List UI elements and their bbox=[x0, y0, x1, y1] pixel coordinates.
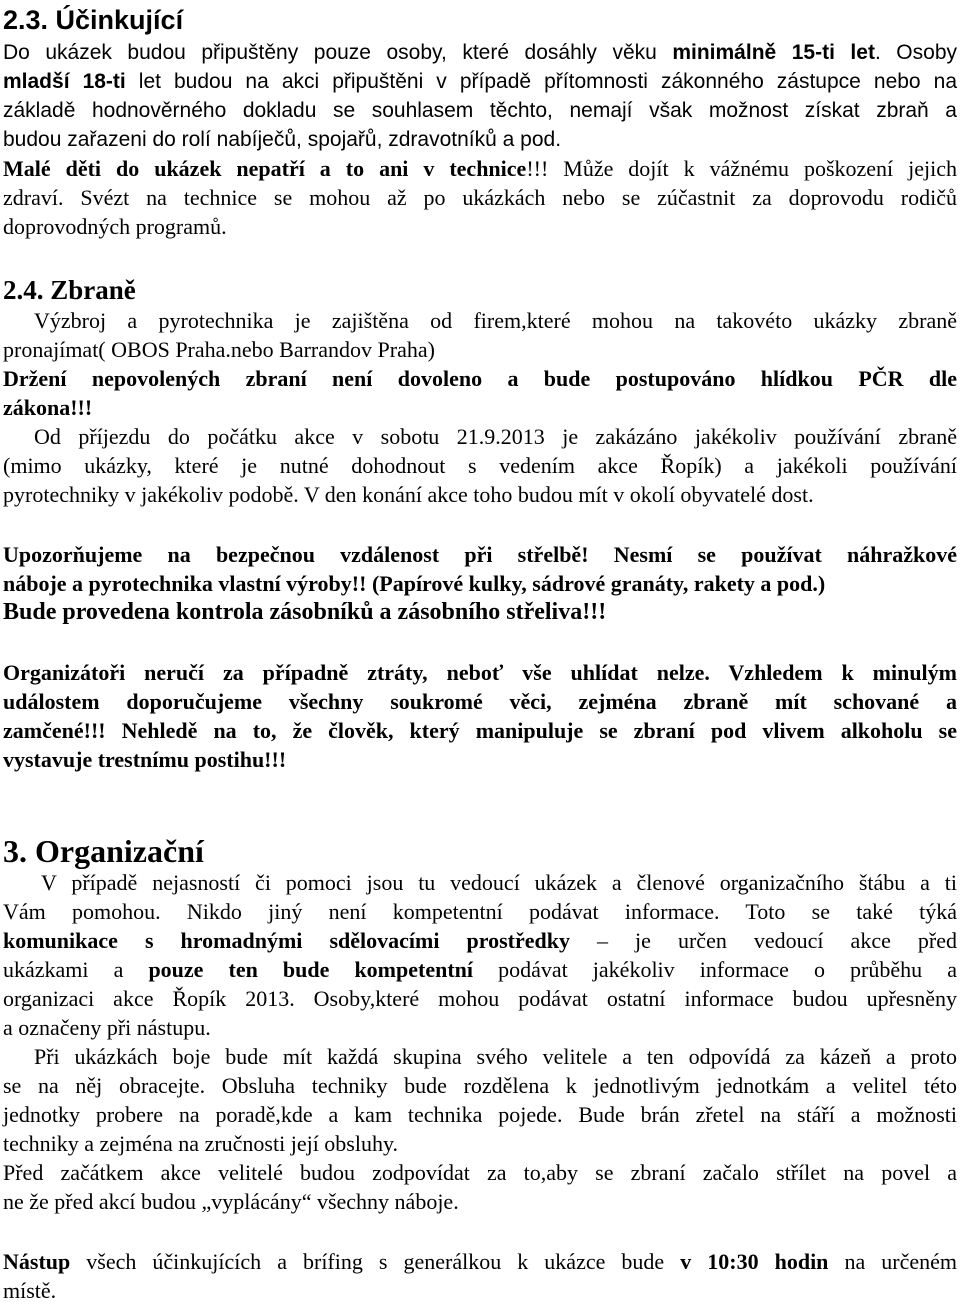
text-line: Do ukázek budou připuštěny pouze osoby, které dosáhly věku minimálně 15-ti let. Osoby bbox=[3, 41, 958, 64]
text-line: Bude provedena kontrola zásobníků a zásobního střeliva!!! bbox=[3, 599, 607, 625]
heading-ucinkujici: 2.3. Účinkující bbox=[3, 5, 184, 35]
heading-zbrane: 2.4. Zbraně bbox=[3, 275, 136, 305]
text-line: pronajímat( OBOS Praha.nebo Barrandov Praha) bbox=[3, 337, 435, 362]
text-line: Držení nepovolených zbraní není dovoleno a bude postupováno hlídkou PČR dle bbox=[3, 366, 957, 391]
text-line: Malé děti do ukázek nepatří a to ani v technice!!! Může dojít k vážnému poškození jejich bbox=[3, 156, 957, 181]
text-line: událostem doporučujeme všechny soukromé věci, zejména zbraně mít schované a bbox=[3, 689, 957, 714]
text-line: Organizátoři neručí za případně ztráty, neboť vše uhlídat nelze. Vzhledem k minulým bbox=[3, 660, 957, 685]
text-line: jednotky probere na poradě,kde a kam technika pojede. Bude brán zřetel na stáří a možnosti bbox=[3, 1102, 957, 1127]
text-line: (mimo ukázky, které je nutné dohodnout s vedením akce Řopík) a jakékoli používání bbox=[3, 453, 957, 478]
text-line: budou zařazeni do rolí nabíječů, spojařů, zdravotníků a pod. bbox=[3, 128, 562, 151]
text-line: Upozorňujeme na bezpečnou vzdálenost při střelbě! Nesmí se používat náhražkové bbox=[3, 542, 957, 567]
text-line: techniky a zejména na zručnosti její obsluhy. bbox=[3, 1131, 399, 1156]
text-line: organizaci akce Řopík 2013. Osoby,které mohou podávat ostatní informace budou upřesněny bbox=[3, 986, 957, 1011]
text-line: Od příjezdu do počátku akce v sobotu 21.9.2013 je zakázáno jakékoliv používání zbraně bbox=[34, 424, 957, 449]
document-page bbox=[3, 0, 957, 1305]
text-line: Před začátkem akce velitelé budou zodpovídat za to,aby se zbraní začalo střílet na povel a bbox=[3, 1160, 957, 1185]
paragraph-firing-order bbox=[3, 1158, 957, 1216]
text-line: ukázkami a pouze ten bude kompetentní podávat jakékoliv informace o průběhu a bbox=[3, 957, 957, 982]
paragraph-children bbox=[3, 154, 957, 241]
text-line: doprovodných programů. bbox=[3, 214, 227, 239]
text-line: pyrotechniky v jakékoliv podobě. V den konání akce toho budou mít v okolí obyvatelé dost. bbox=[3, 482, 814, 507]
paragraph-illegal-weapons bbox=[3, 364, 957, 422]
text-line: zamčené!!! Nehledě na to, že člověk, který manipuluje se zbraní pod vlivem alkoholu se bbox=[3, 718, 957, 743]
text-line: zdraví. Svézt na technice se mohou až po ukázkách nebo se zúčastnit za doprovodu rodičů bbox=[3, 185, 957, 210]
heading-organizacni: 3. Organizační bbox=[3, 833, 204, 869]
paragraph-commanders bbox=[3, 1042, 957, 1158]
paragraph-safety-warning bbox=[3, 540, 957, 627]
text-line: komunikace s hromadnými sdělovacími prostředky – je určen vedoucí akce před bbox=[3, 928, 957, 953]
text-line: zákona!!! bbox=[3, 395, 93, 420]
paragraph-assembly bbox=[3, 1247, 957, 1305]
paragraph-age-rules bbox=[3, 38, 957, 154]
text-line: V případě nejasností či pomoci jsou tu vedoucí ukázek a členové organizačního štábu a ti bbox=[41, 870, 957, 895]
paragraph-contacts bbox=[3, 868, 957, 1042]
text-line: místě. bbox=[3, 1278, 57, 1303]
paragraph-weapon-ban bbox=[3, 422, 957, 509]
paragraph-equipment bbox=[3, 306, 957, 364]
text-line: se na něj obracejte. Obsluha techniky bude rozdělena k jednotlivým jednotkám a velitel této bbox=[3, 1073, 957, 1098]
paragraph-liability bbox=[3, 658, 957, 774]
text-line: Při ukázkách boje bude mít každá skupina svého velitele a ten odpovídá za kázeň a proto bbox=[34, 1044, 957, 1069]
text-line: Nástup všech účinkujících a brífing s generálkou k ukázce bude v 10:30 hodin na určeném bbox=[3, 1249, 957, 1274]
text-line: a označeny při nástupu. bbox=[3, 1015, 211, 1040]
text-line: vystavuje trestnímu postihu!!! bbox=[3, 747, 287, 772]
text-line: základě hodnověrného dokladu se souhlasem těchto, nemají však možnost získat zbraň a bbox=[3, 99, 957, 122]
text-line: ne že před akcí budou „vyplácány“ všechny náboje. bbox=[3, 1189, 459, 1214]
text-line: mladší 18-ti let budou na akci připuštěni v případě přítomnosti zákonného zástupce nebo na bbox=[3, 70, 957, 93]
text-line: náboje a pyrotechnika vlastní výroby!! (Papírové kulky, sádrové granáty, rakety a pod.) bbox=[3, 571, 826, 596]
text-line: Výzbroj a pyrotechnika je zajištěna od firem,které mohou na takovéto ukázky zbraně bbox=[34, 308, 957, 333]
text-line: Vám pomohou. Nikdo jiný není kompetentní podávat informace. Toto se také týká bbox=[3, 899, 957, 924]
